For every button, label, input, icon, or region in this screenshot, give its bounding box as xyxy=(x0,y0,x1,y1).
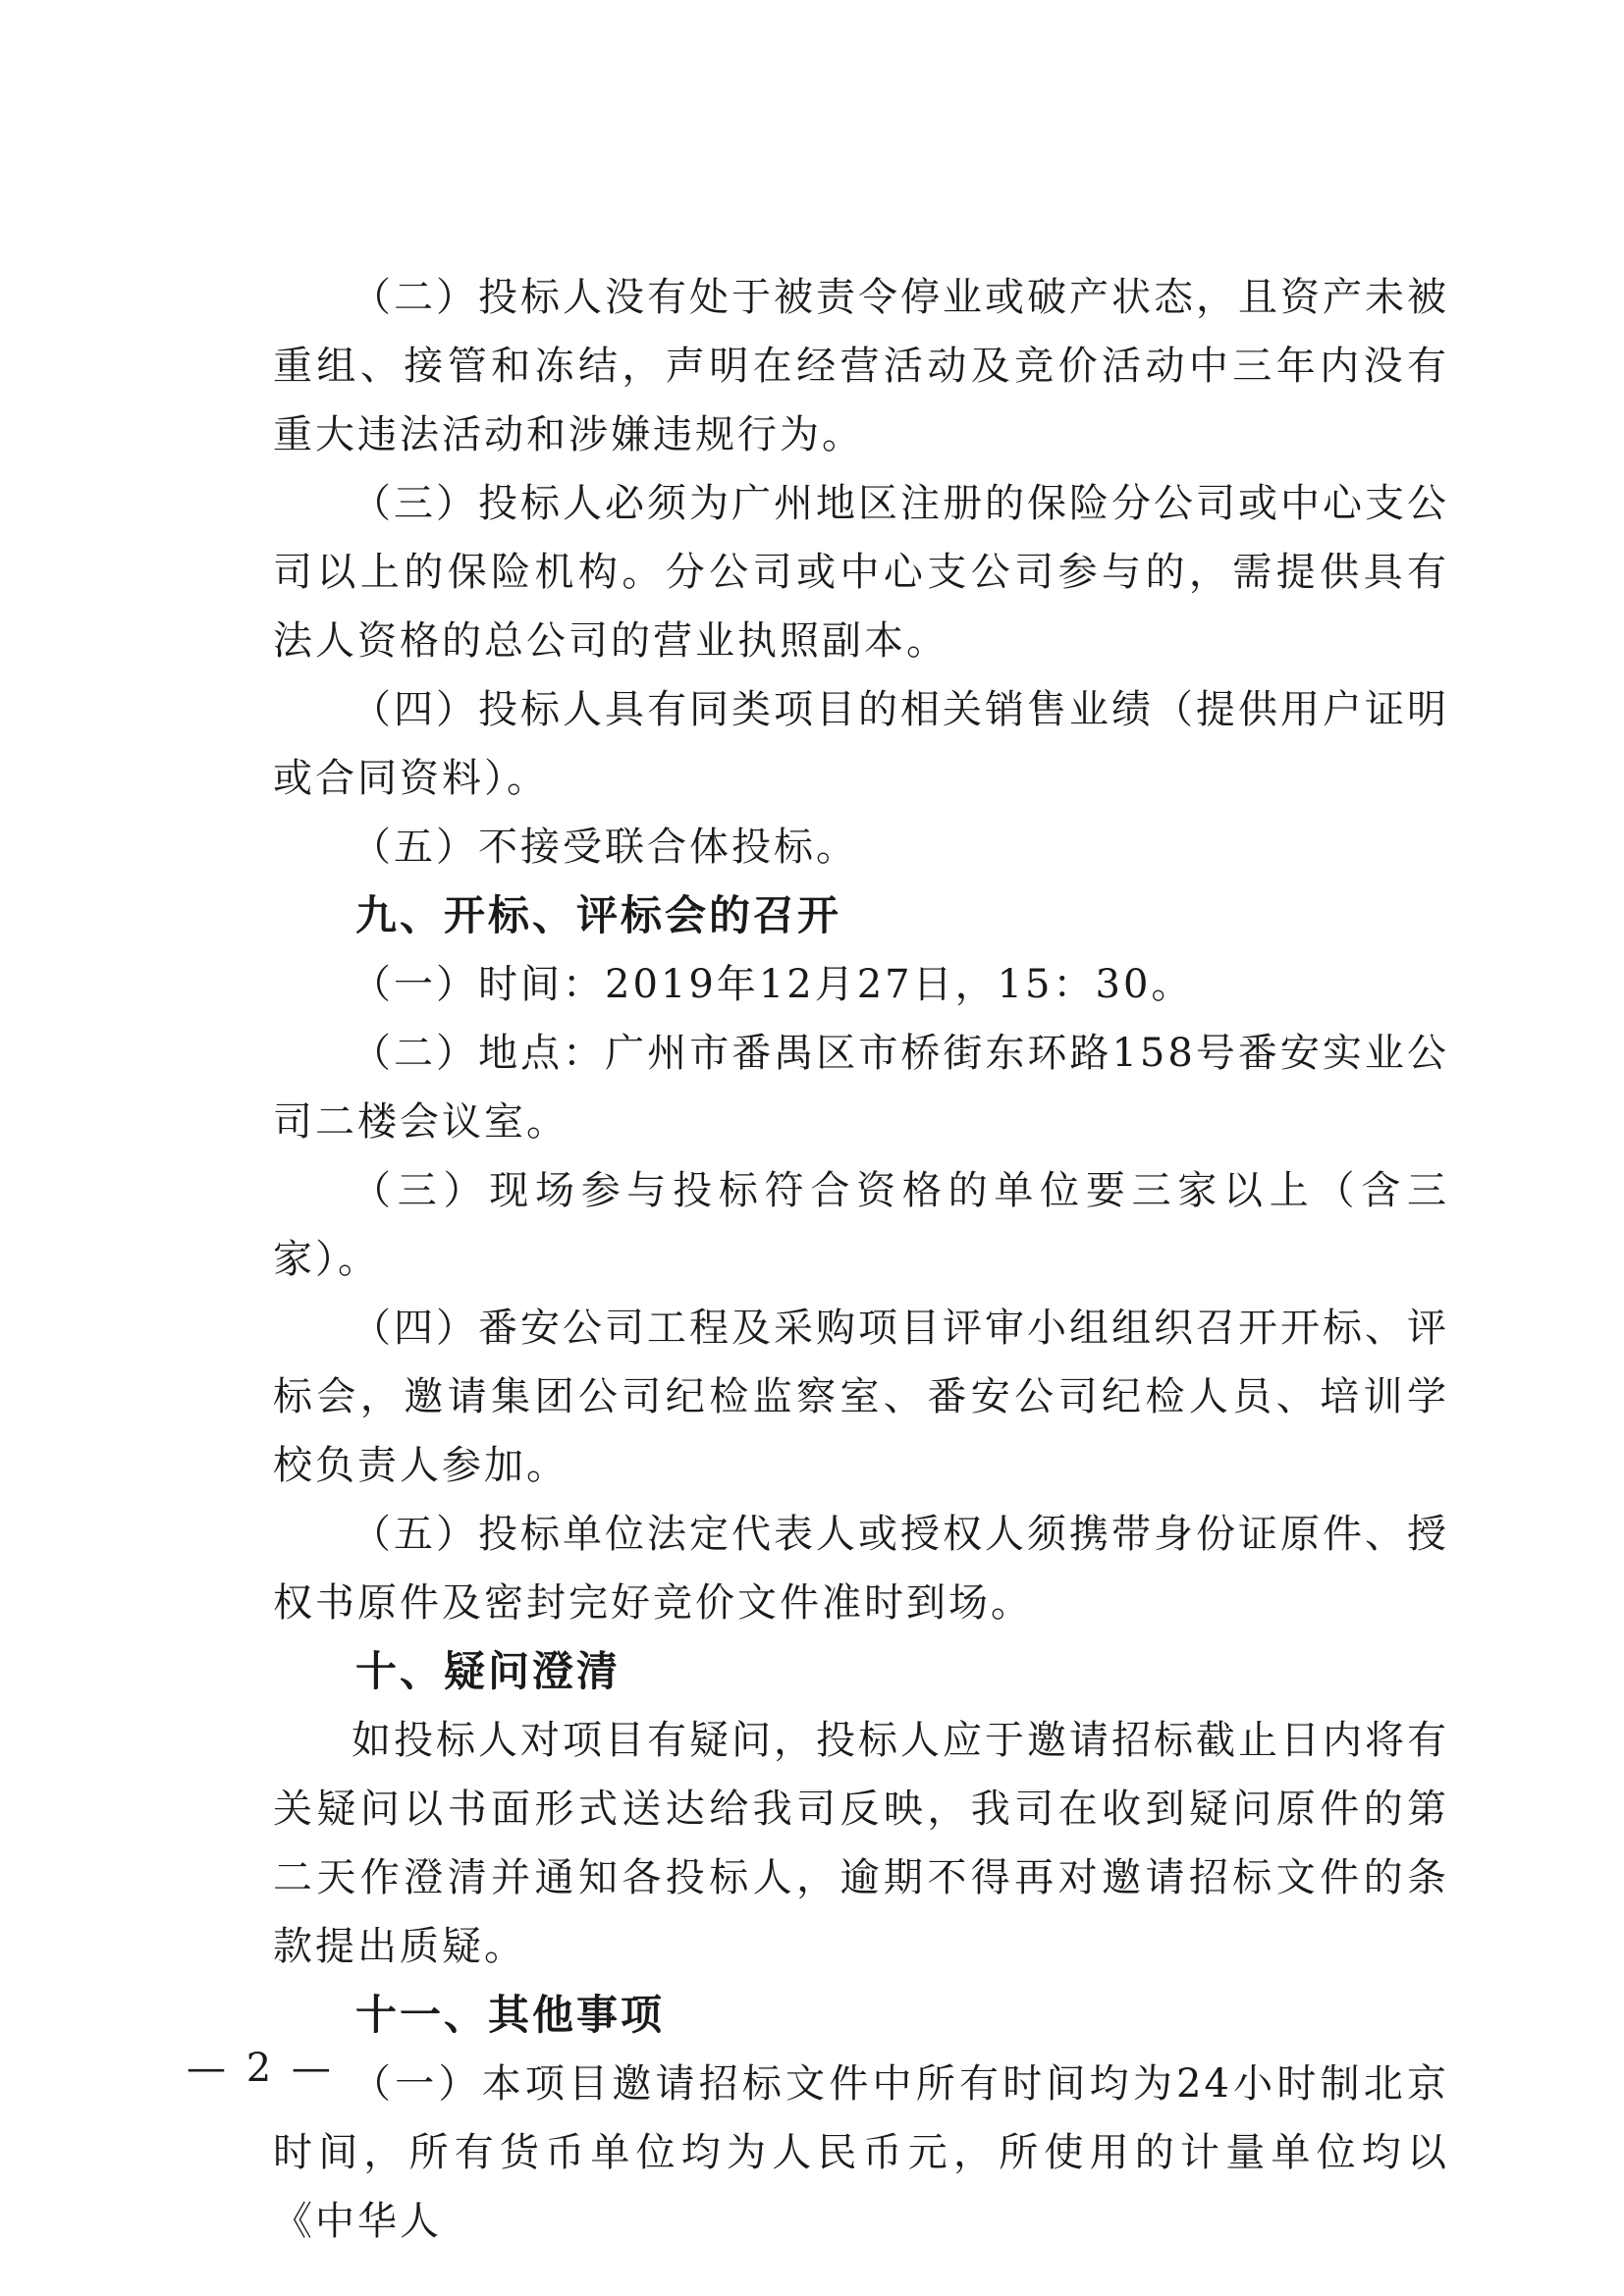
paragraph-clarification: 如投标人对项目有疑问，投标人应于邀请招标截止日内将有关疑问以书面形式送达给我司反映，我司在收到疑问原件的第二天作澄清并通知各投标人，逾期不得再对邀请招标文件的条款提出质疑。 xyxy=(273,1718,1449,1969)
paragraph-opening-time: （一）时间：2019年12月27日，15：30。 xyxy=(352,962,1194,1007)
paragraph-review-panel: （四）番安公司工程及采购项目评审小组组织召开开标、评标会，邀请集团公司纪检监察室、番安公司纪检人员、培训学校负责人参加。 xyxy=(273,1306,1449,1488)
paragraph-requirement-5: （五）不接受联合体投标。 xyxy=(352,825,858,870)
document-body xyxy=(273,263,1449,2256)
paragraph-bidder-count: （三）现场参与投标符合资格的单位要三家以上（含三家）。 xyxy=(273,1168,1449,1282)
page-number: — 2 — xyxy=(187,2046,335,2091)
paragraph-requirement-4: （四）投标人具有同类项目的相关销售业绩（提供用户证明或合同资料）。 xyxy=(273,687,1449,801)
section-heading-11: 十一、其他事项 xyxy=(355,1991,666,2039)
section-heading-9: 九、开标、评标会的召开 xyxy=(355,891,842,939)
paragraph-requirement-3: （三）投标人必须为广州地区注册的保险分公司或中心支公司以上的保险机构。分公司或中心支公司参与的，需提供具有法人资格的总公司的营业执照副本。 xyxy=(273,481,1449,664)
section-heading-10: 十、疑问澄清 xyxy=(355,1647,622,1695)
paragraph-opening-location: （二）地点：广州市番禺区市桥街东环路158号番安实业公司二楼会议室。 xyxy=(273,1031,1449,1145)
paragraph-other-matters-1: （一）本项目邀请招标文件中所有时间均为24小时制北京时间，所有货币单位均为人民币元，所使用的计量单位均以《中华人 xyxy=(273,2061,1449,2244)
paragraph-requirement-2: （二）投标人没有处于被责令停业或破产状态，且资产未被重组、接管和冻结，声明在经营活动及竞价活动中三年内没有重大违法活动和涉嫌违规行为。 xyxy=(273,275,1449,457)
paragraph-attendance-docs: （五）投标单位法定代表人或授权人须携带身份证原件、授权书原件及密封完好竞价文件准时到场。 xyxy=(273,1512,1449,1626)
